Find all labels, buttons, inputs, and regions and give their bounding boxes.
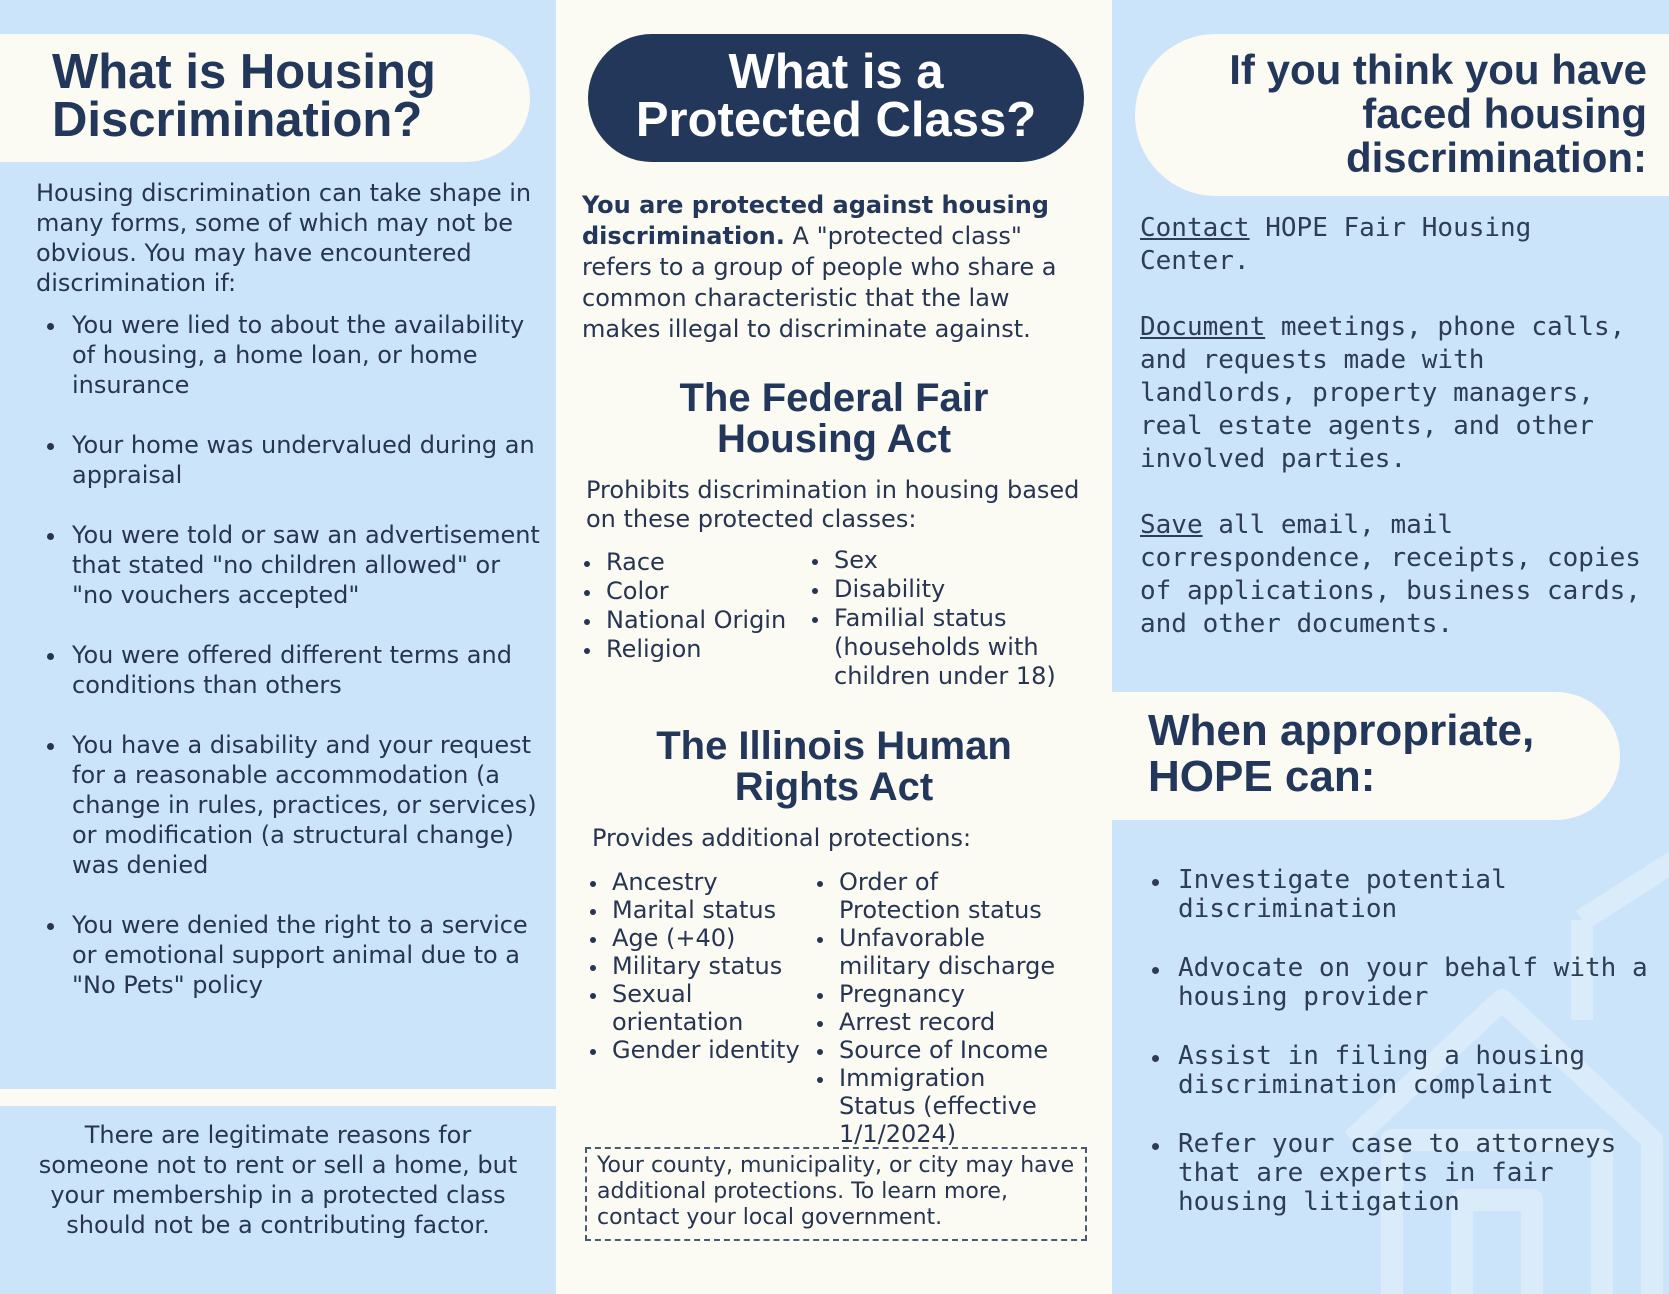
- step-document: [1140, 311, 1650, 476]
- illinois-act-title-text: The Illinois Human Rights Act: [656, 724, 1012, 809]
- hope-can-heading: When appropriate, HOPE can:: [1148, 706, 1535, 801]
- right-panel: [1112, 0, 1669, 1294]
- step-text: HOPE Fair Housing Center.: [1140, 213, 1532, 276]
- list-item: Ancestry: [588, 868, 813, 896]
- housing-discrimination-heading: What is Housing Discrimination?: [52, 45, 436, 147]
- federal-fair-housing-act-title: [556, 378, 1112, 460]
- legitimate-reasons-note: There are legitimate reasons for someone not to rent or sell a home, but your membership in a protected class should not be a contributing factor.: [38, 1121, 518, 1239]
- list-item: Disability: [810, 575, 1100, 604]
- step-save: [1140, 509, 1650, 641]
- list-item: Gender identity: [588, 1036, 813, 1064]
- protected-class-intro-bold: You are protected against housing discrimination.: [582, 191, 1049, 250]
- illinois-act-description: Provides additional protections:: [592, 824, 972, 852]
- list-item: Unfavorable military discharge: [815, 924, 1080, 980]
- list-item: Religion: [582, 635, 792, 664]
- list-item: Immigration Status (effective 1/1/2024): [815, 1064, 1065, 1148]
- step-text: meetings, phone calls, and requests made with landlords, property managers, real estate agents, and other involved parties.: [1140, 312, 1626, 474]
- list-item: Familial status (households with children under 18): [810, 604, 1060, 691]
- list-item: Sex: [810, 546, 1100, 575]
- protected-class-intro: [582, 190, 1092, 345]
- federal-classes-list-2: [810, 546, 1100, 691]
- list-item: Advocate on your behalf with a housing provider: [1140, 954, 1660, 1012]
- step-keyword: Save: [1140, 510, 1203, 540]
- faced-discrimination-heading: If you think you have faced housing discrimination:: [1229, 46, 1647, 181]
- list-item: You were offered different terms and conditions than others: [36, 640, 541, 700]
- list-item: Assist in filing a housing discrimination complaint: [1140, 1042, 1660, 1100]
- protected-class-heading: What is a Protected Class?: [635, 45, 1037, 147]
- illinois-classes-list-2: [815, 868, 1100, 1148]
- step-contact: [1140, 212, 1650, 278]
- left-panel: [0, 0, 556, 1294]
- list-item: Your home was undervalued during an appraisal: [36, 430, 541, 490]
- list-item: Sexual orientation: [588, 980, 728, 1036]
- federal-act-description: Prohibits discrimination in housing based on these protected classes:: [586, 476, 1080, 533]
- discrimination-examples-list: [36, 310, 541, 1030]
- middle-panel: [556, 0, 1112, 1294]
- illinois-classes-list-1: [588, 868, 813, 1064]
- list-item: You have a disability and your request for a reasonable accommodation (a change in rules, practices, or services) or modification (a structural change) was denied: [36, 730, 541, 880]
- step-text: all email, mail correspondence, receipts, copies of applications, business cards, and other documents.: [1140, 510, 1641, 639]
- federal-classes-list-1: [582, 548, 792, 664]
- illinois-human-rights-act-title: [556, 726, 1112, 808]
- list-item: Military status: [588, 952, 813, 980]
- hope-can-header: [1112, 692, 1620, 820]
- steps-list: [1140, 212, 1650, 674]
- federal-act-title-text: The Federal Fair Housing Act: [679, 376, 989, 461]
- divider: [0, 1089, 556, 1106]
- protected-class-intro-text: A "protected class" refers to a group of people who share a common characteristic that the law makes illegal to discriminate against.: [582, 222, 1057, 343]
- list-item: Refer your case to attorneys that are experts in fair housing litigation: [1140, 1130, 1660, 1217]
- list-item: Arrest record: [815, 1008, 1100, 1036]
- protected-class-header: [588, 34, 1084, 162]
- list-item: Age (+40): [588, 924, 813, 952]
- list-item: Color: [582, 577, 792, 606]
- local-protections-note: Your county, municipality, or city may have additional protections. To learn more, contact your local government.: [585, 1147, 1087, 1241]
- list-item: Source of Income: [815, 1036, 1100, 1064]
- list-item: Race: [582, 548, 792, 577]
- list-item: National Origin: [582, 606, 792, 635]
- step-keyword: Document: [1140, 312, 1266, 342]
- housing-discrimination-intro: Housing discrimination can take shape in many forms, some of which may not be obvious. You may have encountered discrimination if:: [36, 179, 532, 297]
- faced-discrimination-header: [1135, 34, 1669, 196]
- list-item: You were denied the right to a service or emotional support animal due to a "No Pets" policy: [36, 910, 541, 1000]
- list-item: You were told or saw an advertisement that stated "no children allowed" or "no vouchers accepted": [36, 520, 541, 610]
- step-keyword: Contact: [1140, 213, 1250, 243]
- list-item: You were lied to about the availability of housing, a home loan, or home insurance: [36, 310, 541, 400]
- housing-discrimination-header: [0, 34, 530, 162]
- list-item: Order of Protection status: [815, 868, 1065, 924]
- list-item: Pregnancy: [815, 980, 1100, 1008]
- list-item: Marital status: [588, 896, 813, 924]
- list-item: Investigate potential discrimination: [1140, 866, 1660, 924]
- hope-services-list: [1140, 866, 1660, 1247]
